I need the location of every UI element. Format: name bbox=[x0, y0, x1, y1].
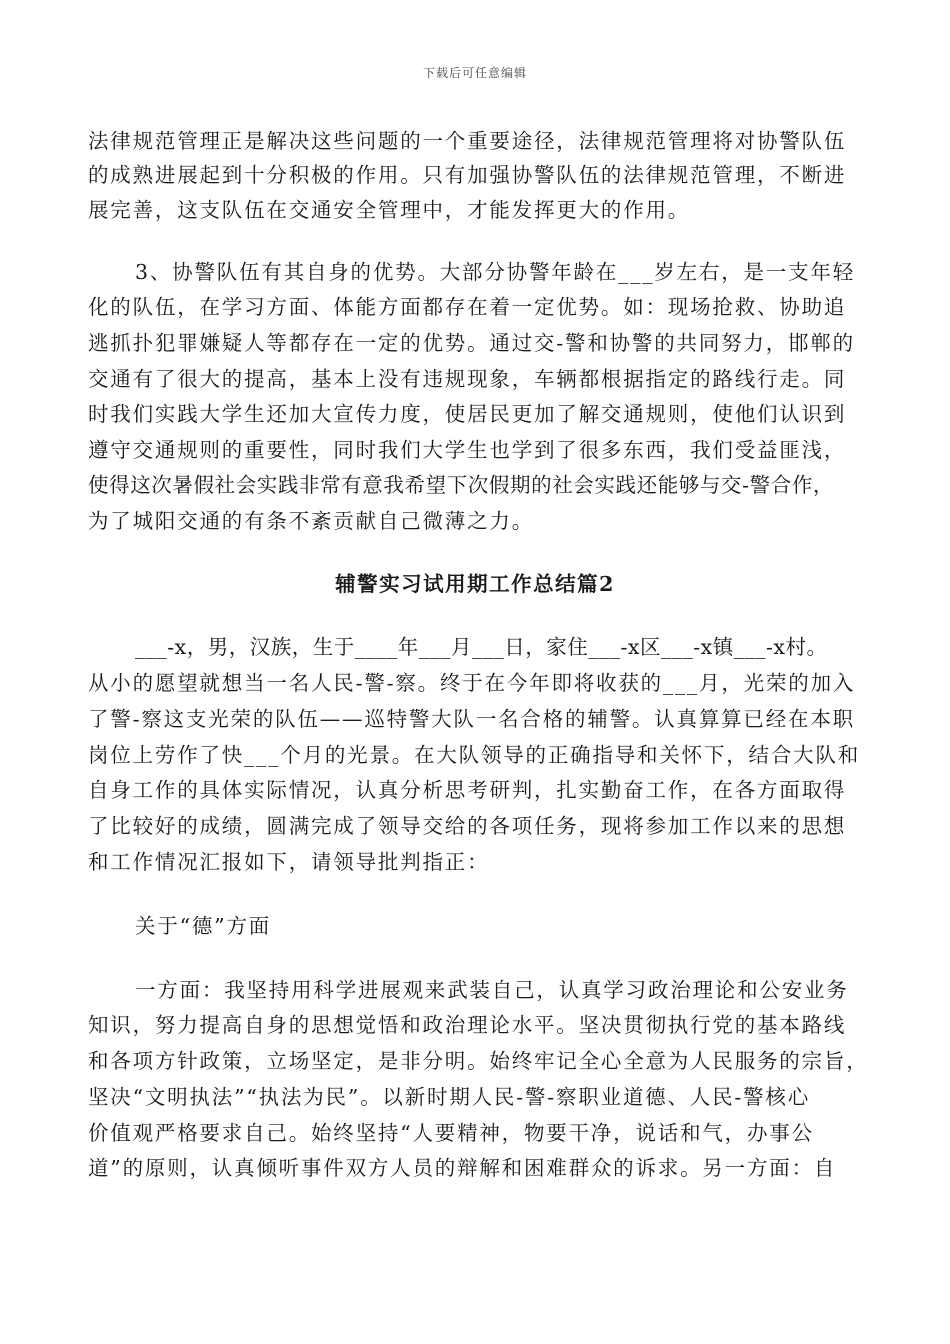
paragraph-line: 的成熟进展起到十分积极的作用。只有加强协警队伍的法律规范管理，不断进 bbox=[88, 163, 847, 187]
paragraph-line: 了警-察这支光荣的队伍——巡特警大队一名合格的辅警。认真算算已经在本职 bbox=[88, 707, 855, 731]
paragraph-line: 逃抓扑犯罪嫌疑人等都存在一定的优势。通过交-警和协警的共同努力，邯郸的 bbox=[88, 331, 855, 355]
paragraph-line: 自身工作的具体实际情况，认真分析思考研判，扎实勤奋工作，在各方面取得 bbox=[88, 778, 847, 802]
paragraph-line: 化的队伍，在学习方面、体能方面都存在着一定优势。如：现场抢救、协助追 bbox=[88, 295, 847, 319]
paragraph-line: ___-x，男，汉族，生于____年___月___日，家住___-x区___-x镇___-x村。 bbox=[135, 635, 828, 659]
paragraph-line: 坚决“文明执法”“执法为民”。以新时期人民-警-察职业道德、人民-警核心 bbox=[88, 1085, 810, 1109]
paragraph-line: 展完善，这支队伍在交通安全管理中，才能发挥更大的作用。 bbox=[88, 198, 691, 222]
paragraph-line: 知识，努力提高自身的思想觉悟和政治理论水平。坚决贯彻执行党的基本路线 bbox=[88, 1013, 847, 1037]
paragraph-line: 了比较好的成绩，圆满完成了领导交给的各项任务，现将参加工作以来的思想 bbox=[88, 814, 847, 838]
section-title: 辅警实习试用期工作总结篇2 bbox=[335, 572, 615, 596]
paragraph-line: 交通有了很大的提高，基本上没有违规现象，车辆都根据指定的路线行走。同 bbox=[88, 367, 847, 391]
paragraph-line: 道”的原则，认真倾听事件双方人员的辩解和困难群众的诉求。另一方面：自 bbox=[88, 1156, 837, 1180]
paragraph-line: 从小的愿望就想当一名人民-警-察。终于在今年即将收获的___月，光荣的加入 bbox=[88, 671, 856, 695]
paragraph-line: 法律规范管理正是解决这些问题的一个重要途径，法律规范管理将对协警队伍 bbox=[88, 129, 847, 153]
paragraph-line: 为了城阳交通的有条不紊贡献自己微薄之力。 bbox=[88, 509, 534, 533]
paragraph-line: 遵守交通规则的重要性，同时我们大学生也学到了很多东西，我们受益匪浅， bbox=[88, 438, 847, 462]
paragraph-line: 一方面：我坚持用科学进展观来武装自己，认真学习政治理论和公安业务 bbox=[135, 978, 849, 1002]
page-header: 下载后可任意编辑 bbox=[422, 66, 527, 80]
subheading: 关于“德”方面 bbox=[135, 914, 272, 938]
paragraph-line: 和工作情况汇报如下，请领导批判指正： bbox=[88, 850, 490, 874]
paragraph-line: 和各项方针政策，立场坚定，是非分明。始终牢记全心全意为人民服务的宗旨， bbox=[88, 1049, 869, 1073]
paragraph-line: 时我们实践大学生还加大宣传力度，使居民更加了解交通规则，使他们认识到 bbox=[88, 402, 847, 426]
paragraph-line: 岗位上劳作了快___个月的光景。在大队领导的正确指导和关怀下，结合大队和 bbox=[88, 743, 861, 767]
paragraph-line: 使得这次暑假社会实践非常有意我希望下次假期的社会实践还能够与交-警合作， bbox=[88, 473, 835, 497]
paragraph-line: 3、协警队伍有其自身的优势。大部分协警年龄在___岁左右，是一支年轻 bbox=[135, 260, 855, 284]
paragraph-line: 价值观严格要求自己。始终坚持“人要精神，物要干净，说话和气，办事公 bbox=[88, 1121, 814, 1145]
